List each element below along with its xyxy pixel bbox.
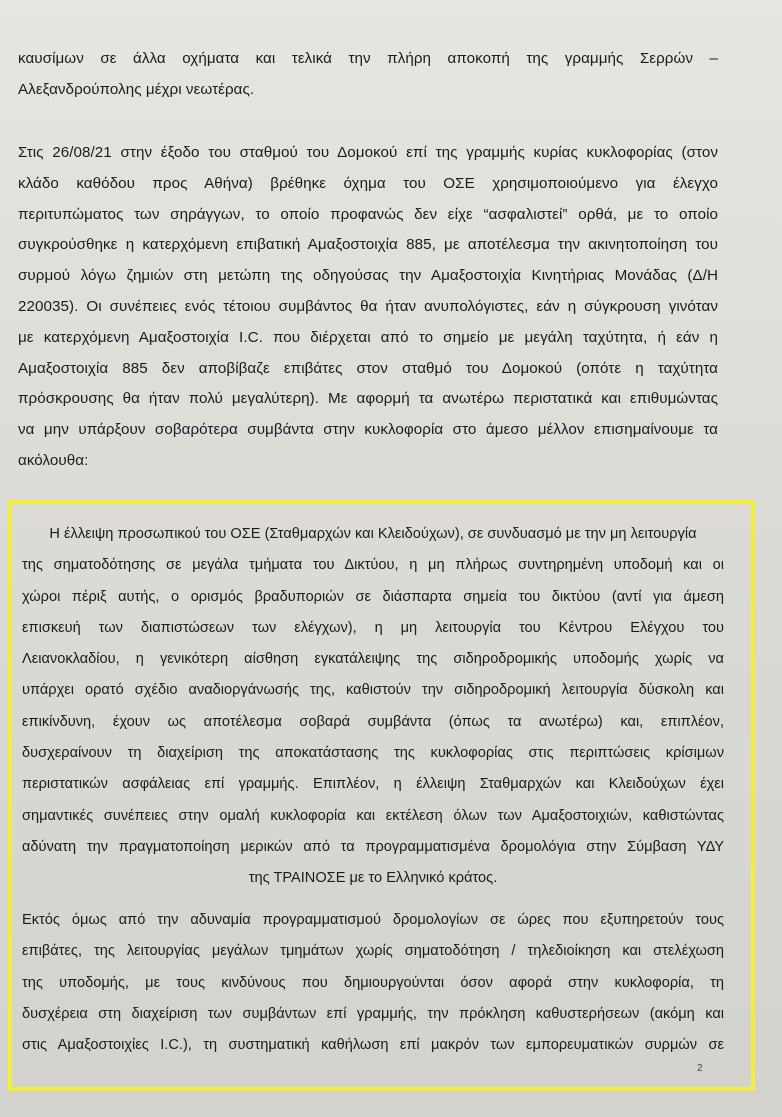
page-number: 2	[697, 1063, 703, 1074]
text-line: περιστατικών ασφάλειας επί γραμμής. Επιπλέον, η έλλειψη Σταθμαρχών και Κλειδούχων έχει	[22, 776, 724, 793]
paragraph-3	[22, 519, 724, 895]
text-line: δυσχέρεια στη διαχείριση των συμβάντων επί γραμμής, την πρόκληση καθυστερήσεων (ακόμη και	[22, 1005, 724, 1022]
paragraph-1	[18, 44, 718, 106]
text-line: συγκρούσθηκε η κατερχόμενη επιβατική Αμαξοστοιχία 885, με αποτέλεσμα την ακινητοποίηση του	[18, 236, 718, 254]
paragraph-4	[22, 905, 724, 1061]
text-line: Λειανοκλαδίου, η γενικότερη αίσθηση εγκατάλειψης της σιδηροδρομικής υποδομής χωρίς να	[22, 651, 724, 668]
text-line: της υποδομής, με τους κινδύνους που δημιουργούνται όσον αφορά στην κυκλοφορία, τη	[22, 974, 724, 991]
text-line: Αλεξανδρούπολης μέχρι νεωτέρας.	[18, 80, 255, 98]
text-line: 220035). Οι συνέπειες ενός τέτοιου συμβάντος θα ήταν ανυπολόγιστες, εάν η σύγκρουση γινόταν	[18, 297, 718, 315]
text-line: με κατερχόμενη Αμαξοστοιχία I.C. που διέρχεται από το σημείο με μεγάλη ταχύτητα, ή εάν η	[18, 328, 718, 346]
text-line: καυσίμων σε άλλα οχήματα και τελικά την πλήρη αποκοπή της γραμμής Σερρών –	[18, 50, 718, 67]
text-line: επικίνδυνη, έχουν ως αποτέλεσμα σοβαρά συμβάντα (όπως τα ανωτέρω) και, επιπλέον,	[22, 713, 724, 730]
text-line: της σηματοδότησης σε μεγάλα τμήματα του Δικτύου, η μη πλήρως συντηρημένη υποδομή και οι	[22, 557, 724, 574]
text-line: χώροι πέριξ αυτής, ο ορισμός βραδυποριών σε διάσπαρτα σημεία του δικτύου (αντί για άμεση	[22, 588, 724, 605]
text-line: υπάρχει ορατό σχέδιο αναδιοργάνωσής της, καθιστούν την σιδηροδρομική λειτουργία δύσκολη και	[22, 682, 724, 699]
text-line: Εκτός όμως από την αδυναμία προγραμματισμού δρομολογίων σε ώρες που εξυπηρετούν τους	[22, 912, 724, 928]
text-line: της ΤΡΑΙΝΟΣΕ με το Ελληνικό κράτος.	[248, 870, 498, 887]
text-line: να μην υπάρξουν σοβαρότερα συμβάντα στην κυκλοφορία στο άμεσο μέλλον επισημαίνουμε τα	[18, 421, 718, 439]
text-line: επιβάτες, της λειτουργίας μεγάλων τμημάτων χωρίς σηματοδότηση / τηλεδιοίκηση και στελέχωση	[22, 943, 724, 960]
text-line: Στις 26/08/21 στην έξοδο του σταθμού του Δομοκού επί της γραμμής κυρίας κυκλοφορίας (στον	[18, 144, 718, 161]
text-line: συρμού λόγω ζημιών στη μετώπη της οδηγούσας την Αμαξοστοιχία Κινητήριας Μονάδας (Δ/Η	[18, 267, 718, 285]
text-line: σημαντικές συνέπειες στην ομαλή κυκλοφορία και εκτέλεση όλων των Αμαξοστοιχιών, καθιστώντας	[22, 807, 724, 824]
text-line: επισκευή των διαπιστώσεων των ελέγχων), η μη λειτουργία του Κέντρου Ελέγχου του	[22, 619, 724, 636]
text-line: περιτυπώματος των σηράγγων, το οποίο προφανώς δεν είχε “ασφαλιστεί” ορθά, με το οποίο	[18, 205, 718, 223]
text-line: πρόσκρουσης θα ήταν πολύ μεγαλύτερη). Με αφορμή τα ανωτέρω περιστατικά και επιθυμώντας	[18, 390, 718, 408]
text-line: αδύνατη την πραγματοποίηση μερικών από τα προγραμματισμένα δρομολόγια στην Σύμβαση ΥΔΥ	[22, 838, 724, 855]
paragraph-2	[18, 138, 718, 477]
text-line: Η έλλειψη προσωπικού του ΟΣΕ (Σταθμαρχών και Κλειδούχων), σε συνδυασμό με την μη λειτουργία	[49, 526, 697, 542]
text-line: κλάδο καθόδου προς Αθήνα) βρέθηκε όχημα του ΟΣΕ χρησιμοποιούμενο για έλεγχο	[18, 174, 718, 192]
text-line: Αμαξοστοιχία 885 δεν αποβίβαζε επιβάτες στον σταθμό του Δομοκού (οπότε η ταχύτητα	[18, 359, 718, 377]
text-line: στις Αμαξοστοιχίες I.C.), τη συστηματική καθήλωση επί μακρόν των εμπορευματικών συρμών σε	[22, 1037, 724, 1054]
text-line: ακόλουθα:	[18, 451, 89, 469]
text-line: δυσχεραίνουν τη διαχείριση της αποκατάστασης της κυκλοφορίας στις περιπτώσεις κρίσιμων	[22, 745, 724, 762]
